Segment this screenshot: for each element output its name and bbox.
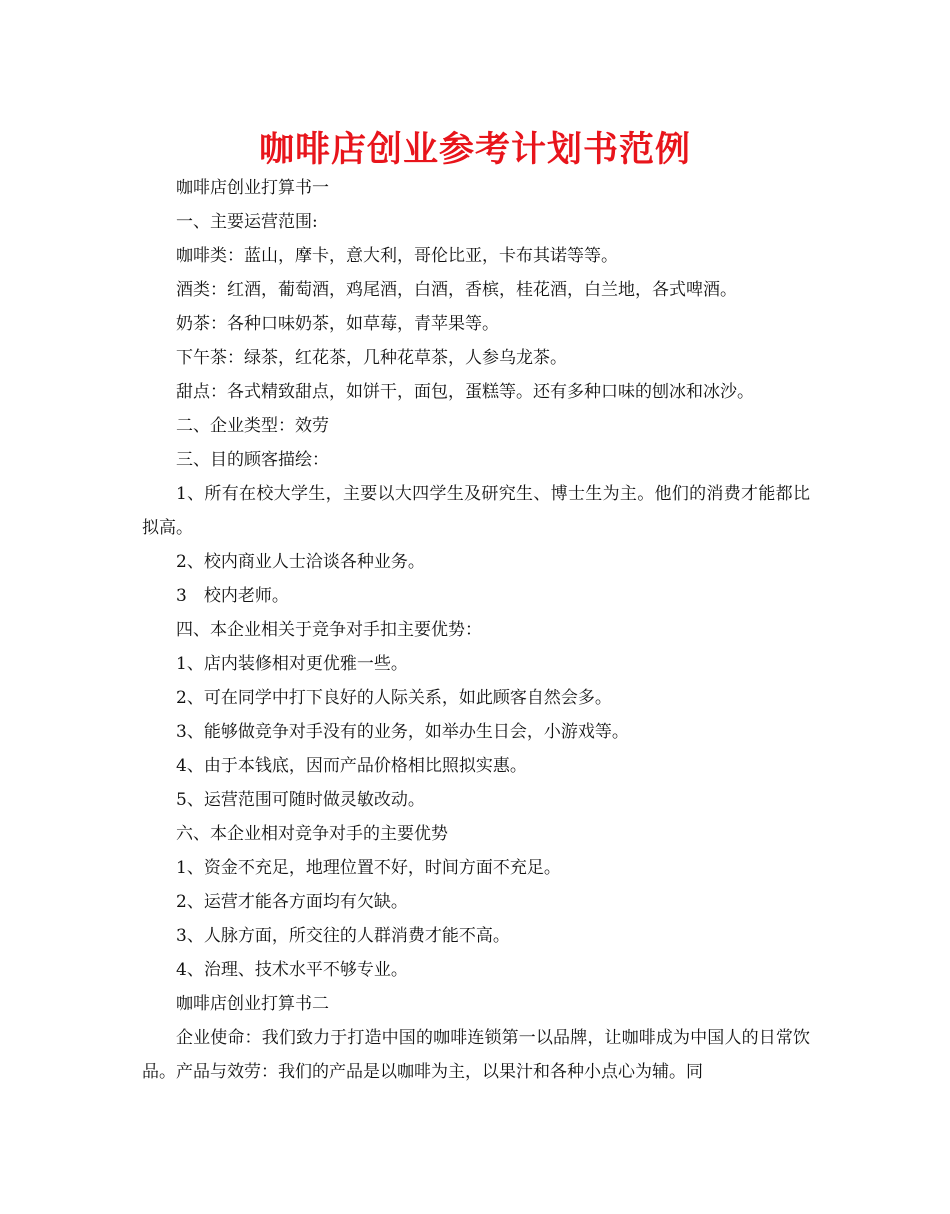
section-heading: 二、企业类型：效劳 xyxy=(176,416,329,436)
document-title: 咖啡店创业参考计划书范例 xyxy=(258,130,691,170)
paragraph: 咖啡店创业打算书二 xyxy=(176,994,329,1014)
paragraph: 企业使命：我们致力于打造中国的咖啡连锁第一以品牌，让咖啡成为中国人的日常饮品。产品与效劳：我们的产品是以咖啡为主，以果汁和各种小点心为辅。同 xyxy=(142,1028,810,1082)
paragraph: 下午茶：绿茶，红花茶，几种花草茶，人参乌龙茶。 xyxy=(176,348,567,368)
paragraph: 1、店内装修相对更优雅一些。 xyxy=(176,654,408,674)
section-heading: 一、主要运营范围: xyxy=(176,212,318,232)
document-body xyxy=(142,171,810,1089)
paragraph: 咖啡店创业打算书一 xyxy=(176,178,329,198)
paragraph: 奶茶：各种口味奶茶，如草莓，青苹果等。 xyxy=(176,314,499,334)
paragraph: 1、所有在校大学生，主要以大四学生及研究生、博士生为主。他们的消费才能都比拟高。 xyxy=(142,484,810,538)
paragraph: 咖啡类：蓝山，摩卡，意大利，哥伦比亚，卡布其诺等等。 xyxy=(176,246,618,266)
paragraph: 酒类：红酒，葡萄酒，鸡尾酒，白酒，香槟，桂花酒，白兰地，各式啤酒。 xyxy=(176,280,737,300)
section-heading: 四、本企业相关于竞争对手扣主要优势： xyxy=(176,620,482,640)
section-heading: 三、目的顾客描绘： xyxy=(176,450,329,470)
paragraph: 2、可在同学中打下良好的人际关系，如此顾客自然会多。 xyxy=(176,688,612,708)
paragraph: 2、校内商业人士洽谈各种业务。 xyxy=(176,552,425,572)
paragraph: 4、由于本钱底，因而产品价格相比照拟实惠。 xyxy=(176,756,527,776)
paragraph: 4、治理、技术水平不够专业。 xyxy=(176,960,408,980)
paragraph: 5、运营范围可随时做灵敏改动。 xyxy=(176,790,425,810)
paragraph: 2、运营才能各方面均有欠缺。 xyxy=(176,892,408,912)
paragraph: 1、资金不充足，地理位置不好，时间方面不充足。 xyxy=(176,858,561,878)
section-heading: 六、本企业相对竞争对手的主要优势 xyxy=(176,824,448,844)
paragraph: 3 校内老师。 xyxy=(176,586,289,606)
paragraph: 甜点：各式精致甜点，如饼干，面包，蛋糕等。还有多种口味的刨冰和冰沙。 xyxy=(176,382,754,402)
paragraph: 3、人脉方面，所交往的人群消费才能不高。 xyxy=(176,926,510,946)
paragraph: 3、能够做竞争对手没有的业务，如举办生日会，小游戏等。 xyxy=(176,722,629,742)
